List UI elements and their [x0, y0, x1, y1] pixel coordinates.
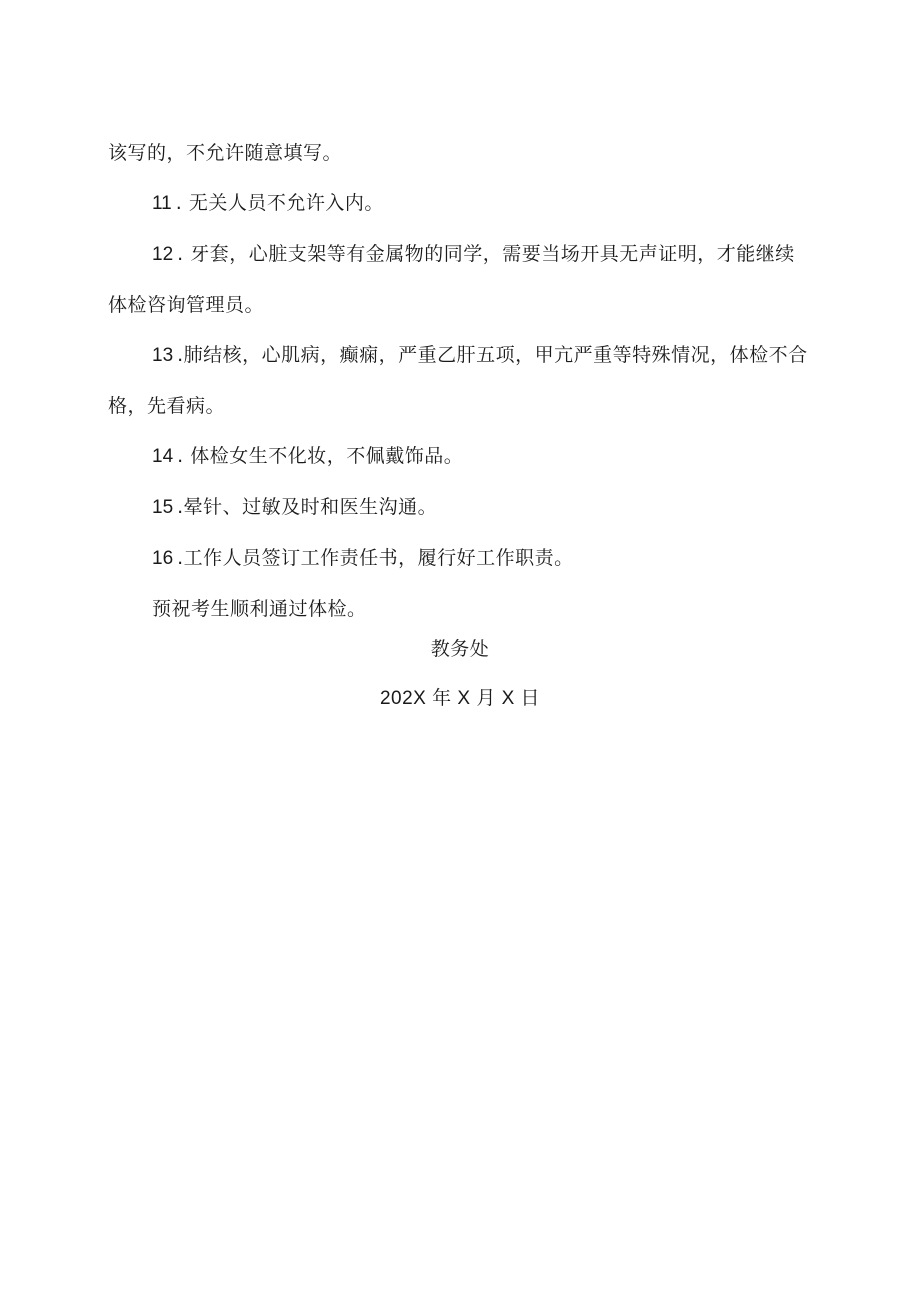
rule-number: 11 [152, 193, 172, 214]
rule-text: .工作人员签订工作责任书，履行好工作职责。 [177, 547, 574, 569]
document-body [108, 128, 808, 634]
rule-text: .肺结核，心肌病，癫痫，严重乙肝五项，甲亢严重等特殊情况，体检不合格，先看病。 [108, 344, 808, 417]
closing-wish [108, 584, 808, 634]
rule-text: . 无关人员不允许入内。 [175, 192, 384, 214]
rule-text: . 牙套，心脏支架等有金属物的同学，需要当场开具无声证明，才能继续体检咨询管理员。 [108, 243, 795, 316]
rule-item-15 [108, 482, 808, 533]
paragraph-continuation [108, 128, 808, 178]
rule-number: 15 [152, 497, 174, 518]
rule-number: 14 [152, 446, 174, 467]
rule-number: 12 [152, 244, 174, 265]
rule-text: .晕针、过敏及时和医生沟通。 [177, 496, 438, 518]
rule-number: 16 [152, 548, 174, 569]
rule-item-14 [108, 431, 808, 482]
rule-item-13 [108, 330, 808, 431]
rule-item-16 [108, 533, 808, 584]
rule-item-12 [108, 229, 808, 330]
rule-text: . 体检女生不化妆，不佩戴饰品。 [177, 445, 464, 467]
closing-text: 预祝考生顺利通过体检。 [152, 598, 367, 620]
rule-item-11 [108, 178, 808, 229]
signature-department: 教务处 [430, 638, 490, 660]
signature-date: 202X 年 X 月 X 日 [379, 688, 541, 709]
rule-number: 13 [152, 345, 174, 366]
paragraph-text: 该写的，不允许随意填写。 [108, 142, 343, 164]
